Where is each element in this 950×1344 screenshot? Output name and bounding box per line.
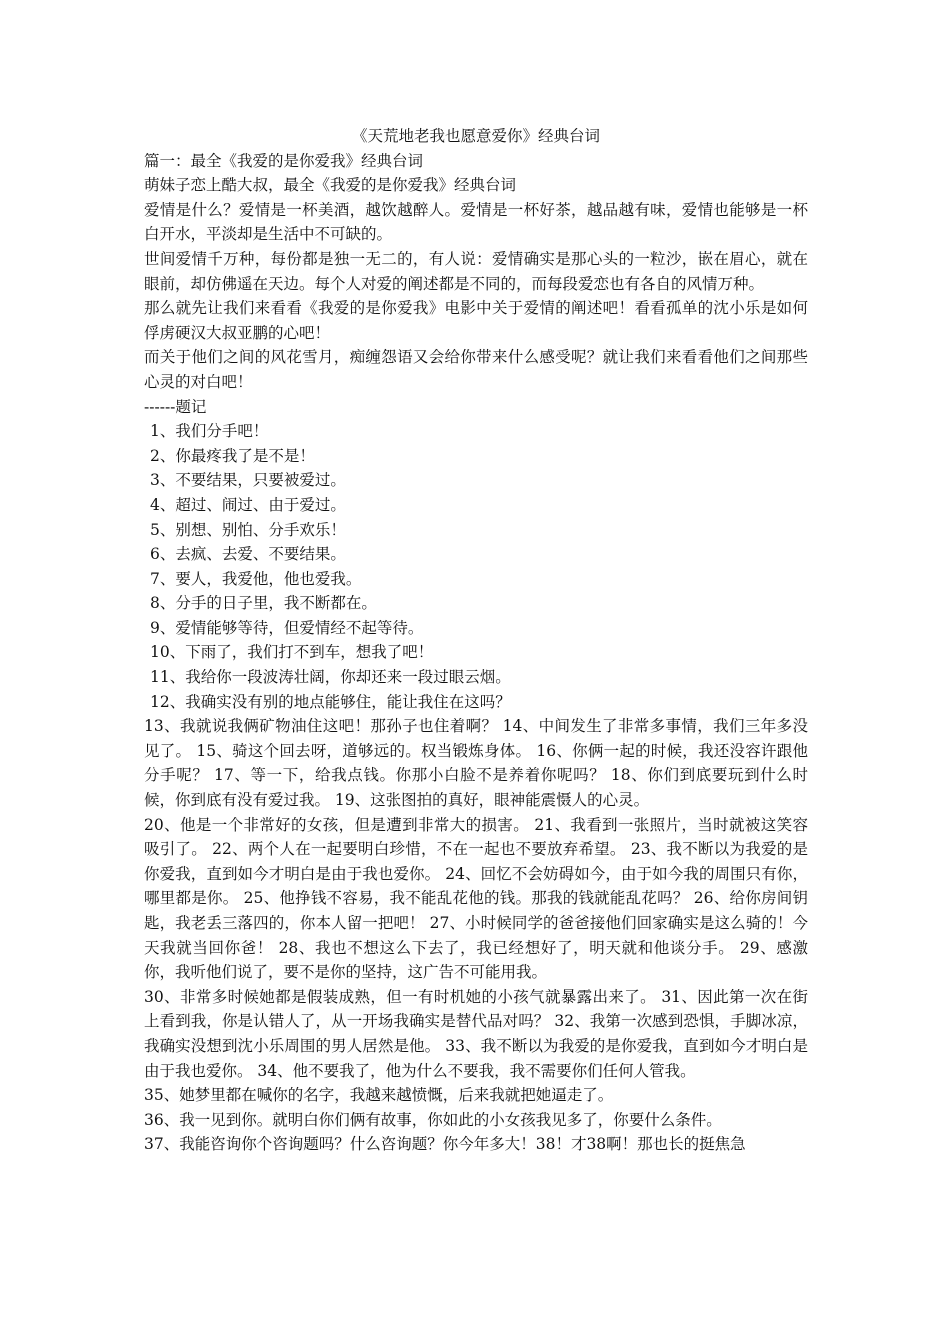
intro-paragraph-2: 世间爱情千万种，每份都是独一无二的，有人说：爱情确实是那心头的一粒沙，嵌在眉心，就在眼前，却仿佛遥在天边。每个人对爱的阐述都是不同的，而每段爱恋也有各自的风情万种。 — [144, 249, 808, 293]
body-paragraph: 37、我能咨询你个咨询题吗？什么咨询题？你今年多大！38！才38啊！那也长的挺焦急 — [144, 1135, 746, 1154]
document-title: 《天荒地老我也愿意爱你》经典台词 — [351, 127, 600, 145]
heading-1: 篇一：最全《我爱的是你爱我》经典台词 — [144, 151, 424, 170]
epigraph-label: ------题记 — [144, 397, 207, 416]
list-item: 4、超过、闹过、由于爱过。 — [150, 495, 346, 514]
body-paragraph: 20、他是一个非常好的女孩，但是遭到非常大的损害。 21、我看到一张照片，当时就被这笑容吸引了。 22、两个人在一起要明白珍惜，不在一起也不要放弃希望。 23、我不断以为我爱的是你爱我，直到如今才明白是由于我也爱你。 24、回忆不会妨碍如今，由于如今我的周围只有你，哪里都是你。 25、他挣钱不容易，我不能乱花他的钱。那我的钱就能乱花吗？ 26、给你房间钥匙，我老丢三落四的，你本人留一把吧！ 27、小时候同学的爸爸接他们回家确实是这么骑的！今天我就当回你爸！ 28、我也不想这么下去了，我已经想好了，明天就和他谈分手。 29、感激你，我听他们说了，要不是你的坚持，这广告不可能用我。 — [144, 815, 808, 982]
list-item: 7、要人，我爱他，他也爱我。 — [150, 569, 362, 588]
list-item: 6、去疯、去爱、不要结果。 — [150, 545, 346, 564]
intro-paragraph-3: 那么就先让我们来看看《我爱的是你爱我》电影中关于爱情的阐述吧！看看孤单的沈小乐是如何俘虏硬汉大叔亚鹏的心吧！ — [144, 299, 808, 342]
intro-paragraph-4: 而关于他们之间的风花雪月，痴缠怨语又会给你带来什么感受呢？就让我们来看看他们之间那些心灵的对白吧！ — [144, 348, 808, 391]
list-item: 5、别想、别怕、分手欢乐！ — [150, 520, 346, 539]
document-body — [144, 124, 808, 1157]
list-item: 11、我给你一段波涛壮阔，你却还来一段过眼云烟。 — [150, 668, 511, 687]
list-item: 9、爱情能够等待，但爱情经不起等待。 — [150, 618, 424, 637]
list-item: 10、下雨了，我们打不到车，想我了吧！ — [150, 643, 434, 662]
list-item: 2、你最疼我了是不是！ — [150, 446, 315, 465]
list-item: 1、我们分手吧！ — [150, 422, 269, 441]
list-item: 8、分手的日子里，我不断都在。 — [150, 594, 377, 613]
list-item: 3、不要结果，只要被爱过。 — [150, 471, 346, 490]
list-item: 12、我确实没有别的地点能够住，能让我住在这吗？ — [150, 692, 511, 711]
body-paragraph: 13、我就说我俩矿物油住这吧！那孙子也住着啊？ 14、中间发生了非常多事情，我们三年多没见了。 15、骑这个回去呀，道够远的。权当锻炼身体。 16、你俩一起的时候，我还没容许跟他分手呢？ 17、等一下，给我点钱。你那小白脸不是养着你呢吗？ 18、你们到底要玩到什么时候，你到底有没有爱过我。 19、这张图拍的真好，眼神能震慑人的心灵。 — [144, 717, 808, 810]
body-paragraph: 35、她梦里都在喊你的名字，我越来越愤慨，后来我就把她逼走了。 — [144, 1086, 614, 1105]
body-paragraph: 30、非常多时候她都是假装成熟，但一有时机她的小孩气就暴露出来了。 31、因此第一次在街上看到我，你是认错人了，从一开场我确实是替代品对吗？ 32、我第一次感到恐惧，手脚冰凉，我确实没想到沈小乐周围的男人居然是他。 33、我不断以为我爱的是你爱我，直到如今才明白是由于我也爱你。 34、他不要我了，他为什么不要我，我不需要你们任何人管我。 — [144, 987, 808, 1080]
heading-2: 萌妹子恋上酷大叔，最全《我爱的是你爱我》经典台词 — [144, 176, 517, 195]
body-paragraph: 36、我一见到你。就明白你们俩有故事，你如此的小女孩我见多了，你要什么条件。 — [144, 1110, 722, 1129]
intro-paragraph-1: 爱情是什么？爱情是一杯美酒，越饮越醉人。爱情是一杯好茶，越品越有味，爱情也能够是一杯白开水，平淡却是生活中不可缺的。 — [144, 200, 808, 244]
